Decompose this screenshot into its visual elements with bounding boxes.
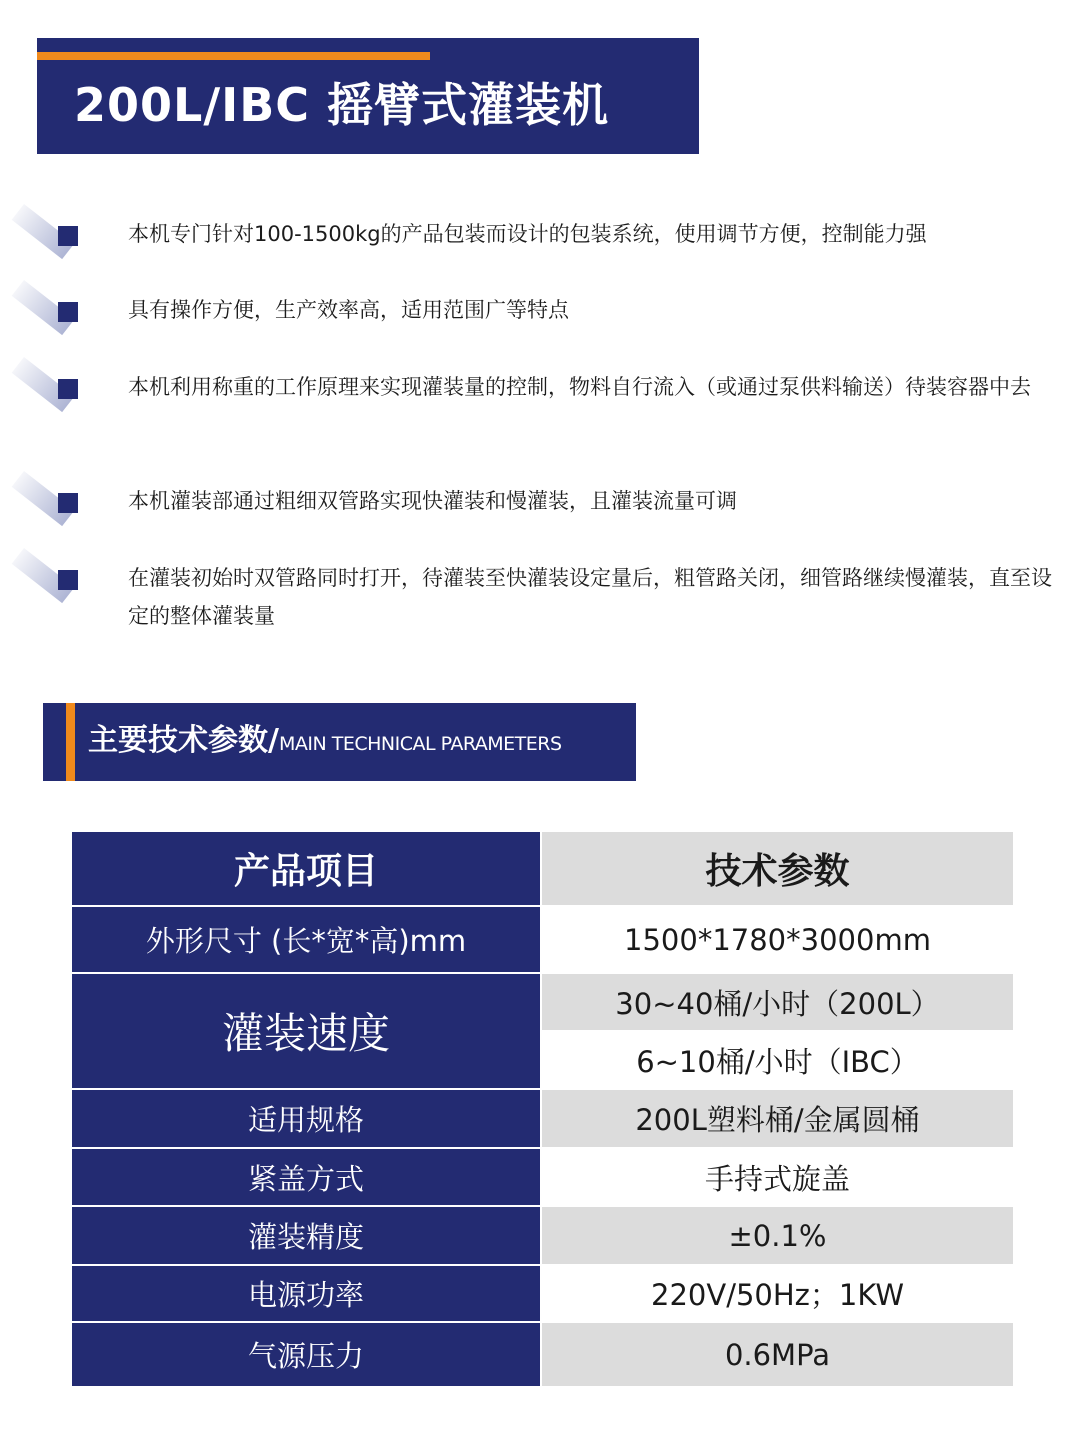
bullet-icon <box>24 204 84 254</box>
row-label: 适用规格 <box>72 1089 541 1148</box>
header-item: 产品项目 <box>72 832 541 906</box>
bullet-icon <box>24 280 84 330</box>
table-row <box>72 1148 1013 1206</box>
row-label: 紧盖方式 <box>72 1148 541 1206</box>
feature-text: 在灌装初始时双管路同时打开，待灌装至快灌装设定量后，粗管路关闭，细管路继续慢灌装，直至设定的整体灌装量 <box>128 566 1052 628</box>
title-accent-bar <box>37 52 430 60</box>
spec-table <box>72 832 1013 1386</box>
row-value: 0.6MPa <box>541 1322 1013 1386</box>
row-value: 200L塑料桶/金属圆桶 <box>541 1089 1013 1148</box>
row-label: 灌装精度 <box>72 1206 541 1265</box>
header-param: 技术参数 <box>541 832 1013 906</box>
bullet-icon <box>24 548 84 598</box>
feature-text: 本机灌装部通过粗细双管路实现快灌装和慢灌装，且灌装流量可调 <box>128 489 737 513</box>
feature-text: 本机利用称重的工作原理来实现灌装量的控制，物料自行流入（或通过泵供料输送）待装容器中去 <box>128 375 1031 399</box>
row-value: 220V/50Hz；1KW <box>541 1265 1013 1322</box>
section-title-cn: 主要技术参数/ <box>88 723 279 758</box>
section-title <box>88 716 562 766</box>
row-value: 6~10桶/小时（IBC） <box>541 1031 1013 1089</box>
table-row <box>72 1089 1013 1148</box>
row-label: 外形尺寸 (长*宽*高)mm <box>72 906 541 973</box>
section-accent-bar <box>66 703 75 781</box>
feature-text: 具有操作方便，生产效率高，适用范围广等特点 <box>128 298 569 322</box>
row-label: 电源功率 <box>72 1265 541 1322</box>
row-value: 手持式旋盖 <box>541 1148 1013 1206</box>
table-row <box>72 1322 1013 1386</box>
row-value: 30~40桶/小时（200L） <box>541 973 1013 1031</box>
table-row <box>72 906 1013 973</box>
table-row <box>72 973 1013 1031</box>
table-row <box>72 1265 1013 1322</box>
feature-text: 本机专门针对100-1500kg的产品包装而设计的包装系统，使用调节方便，控制能力强 <box>128 222 927 246</box>
row-label: 气源压力 <box>72 1322 541 1386</box>
bullet-icon <box>24 471 84 521</box>
page-title: 200L/IBC 摇臂式灌装机 <box>74 78 610 132</box>
row-label: 灌装速度 <box>72 973 541 1089</box>
row-value: 1500*1780*3000mm <box>541 906 1013 973</box>
row-value: ±0.1% <box>541 1206 1013 1265</box>
table-row <box>72 1206 1013 1265</box>
table-header-row <box>72 832 1013 906</box>
section-title-en: MAIN TECHNICAL PARAMETERS <box>278 733 562 755</box>
bullet-icon <box>24 357 84 407</box>
